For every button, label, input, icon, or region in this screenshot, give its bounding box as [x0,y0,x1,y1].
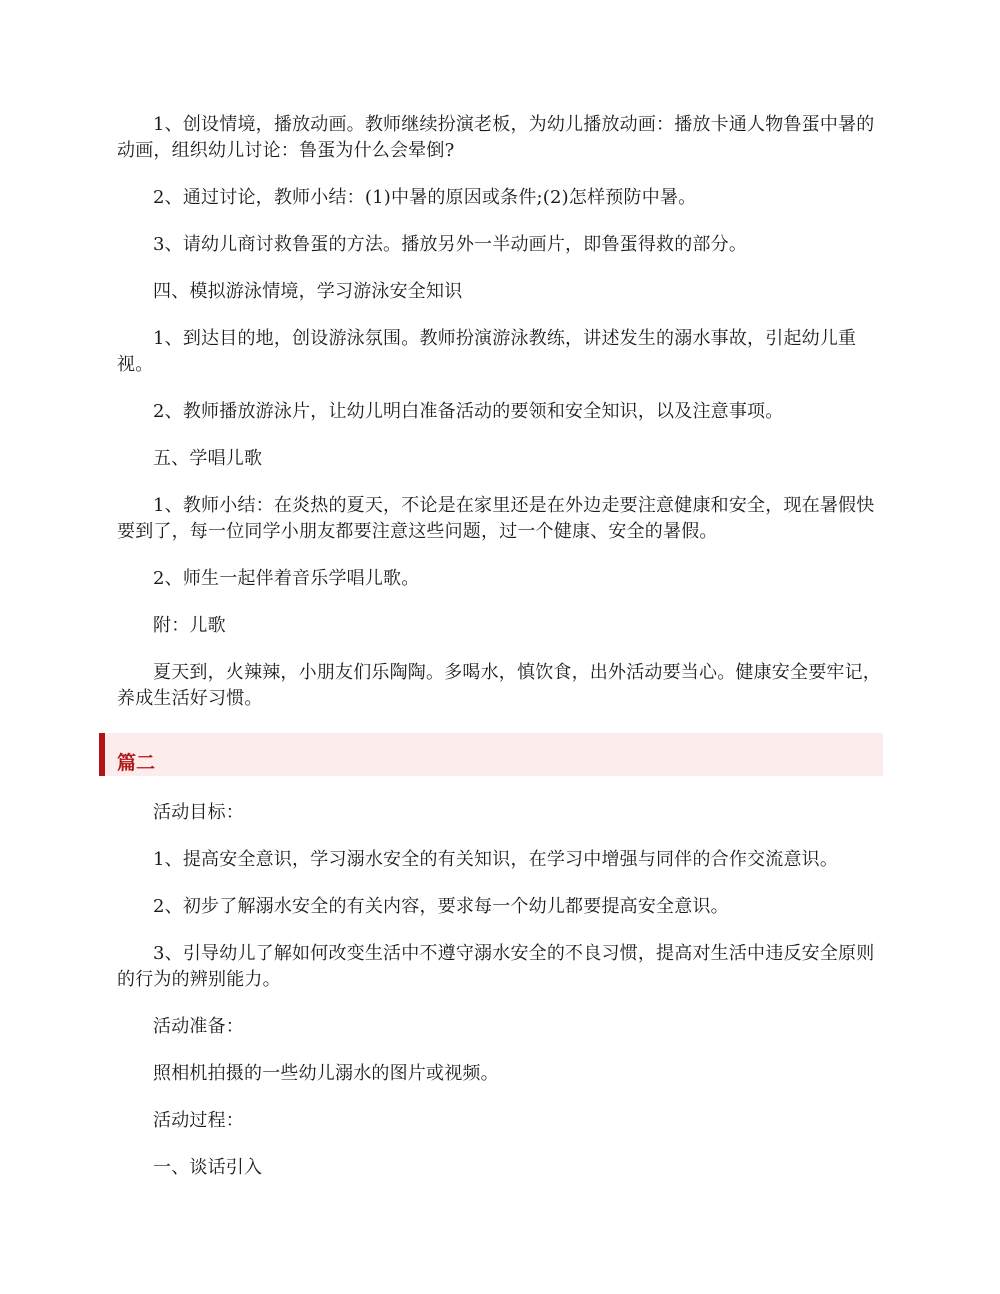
paragraph: 1、到达目的地，创设游泳氛围。教师扮演游泳教练，讲述发生的溺水事故，引起幼儿重视。 [117,328,857,375]
paragraph: 2、初步了解溺水安全的有关内容，要求每一个幼儿都要提高安全意识。 [153,896,729,917]
paragraph: 3、引导幼儿了解如何改变生活中不遵守溺水安全的不良习惯，提高对生活中违反安全原则的行为的辨别能力。 [117,943,875,990]
paragraph: 活动目标： [153,802,244,823]
paragraph: 照相机拍摄的一些幼儿溺水的图片或视频。 [153,1063,499,1084]
section-header-accent-bar [99,733,105,776]
nursery-rhyme: 夏天到，火辣辣，小朋友们乐陶陶。多喝水，慎饮食，出外活动要当心。健康安全要牢记，养成生活好习惯。 [117,662,881,709]
paragraph: 活动准备： [153,1016,244,1037]
document-page [117,112,887,1202]
paragraph: 活动过程： [153,1110,244,1131]
section-subheading: 四、模拟游泳情境，学习游泳安全知识 [153,281,463,302]
paragraph: 1、提高安全意识，学习溺水安全的有关知识，在学习中增强与同伴的合作交流意识。 [153,849,839,870]
section-header [99,733,883,776]
paragraph: 2、教师播放游泳片，让幼儿明白准备活动的要领和安全知识，以及注意事项。 [153,401,784,422]
paragraph: 2、通过讨论，教师小结：(1)中暑的原因或条件;(2)怎样预防中暑。 [153,187,697,208]
paragraph: 1、创设情境，播放动画。教师继续扮演老板，为幼儿播放动画：播放卡通人物鲁蛋中暑的动画，组织幼儿讨论：鲁蛋为什么会晕倒? [117,114,875,161]
section-subheading: 附：儿歌 [153,615,226,636]
section-subheading: 一、谈话引入 [153,1157,263,1178]
paragraph: 3、请幼儿商讨救鲁蛋的方法。播放另外一半动画片，即鲁蛋得救的部分。 [153,234,748,255]
section-subheading: 五、学唱儿歌 [153,448,263,469]
paragraph: 1、教师小结：在炎热的夏天，不论是在家里还是在外边走要注意健康和安全，现在暑假快要到了，每一位同学小朋友都要注意这些问题，过一个健康、安全的暑假。 [117,495,875,542]
paragraph: 2、师生一起伴着音乐学唱儿歌。 [153,568,420,589]
section-title: 篇二 [117,752,156,774]
